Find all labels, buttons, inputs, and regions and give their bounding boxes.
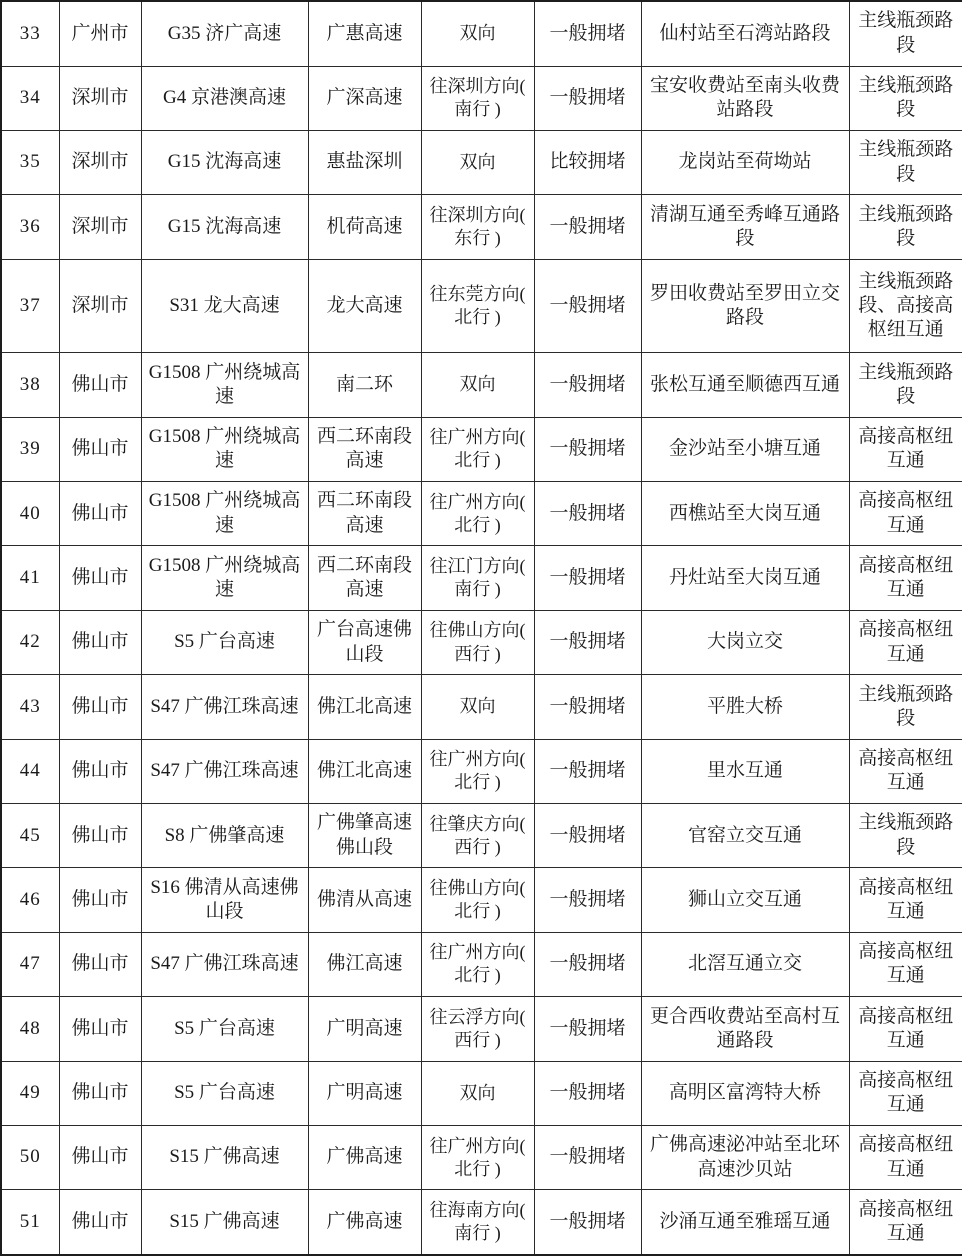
row-congestion-range: 官窑立交互通 [641,804,849,868]
row-congestion-type: 主线瓶颈路段 [849,353,962,417]
row-road: S31 龙大高速 [141,259,308,353]
row-congestion-type: 高接高枢纽互通 [849,482,962,546]
row-congestion-level: 一般拥堵 [534,1190,641,1255]
row-direction: 往广州方向( 北行 ) [421,1125,534,1189]
row-congestion-level: 比较拥堵 [534,130,641,194]
row-section: 西二环南段高速 [308,546,421,610]
row-congestion-level: 一般拥堵 [534,1061,641,1125]
row-index: 42 [1,610,59,674]
row-road: G1508 广州绕城高速 [141,482,308,546]
table-row [1,868,962,932]
row-index: 40 [1,482,59,546]
row-congestion-range: 仙村站至石湾站路段 [641,1,849,66]
row-section: 广佛肇高速佛山段 [308,804,421,868]
row-road: G4 京港澳高速 [141,66,308,130]
row-city: 佛山市 [59,932,141,996]
row-congestion-level: 一般拥堵 [534,675,641,739]
row-city: 深圳市 [59,66,141,130]
row-congestion-level: 一般拥堵 [534,804,641,868]
row-congestion-level: 一般拥堵 [534,195,641,259]
table-row [1,130,962,194]
row-index: 35 [1,130,59,194]
row-congestion-level: 一般拥堵 [534,417,641,481]
row-congestion-type: 高接高枢纽互通 [849,868,962,932]
row-section: 广明高速 [308,1061,421,1125]
row-city: 佛山市 [59,546,141,610]
row-congestion-range: 西樵站至大岗互通 [641,482,849,546]
row-congestion-level: 一般拥堵 [534,739,641,803]
table-row [1,259,962,353]
row-index: 36 [1,195,59,259]
row-section: 广台高速佛山段 [308,610,421,674]
row-section: 佛江北高速 [308,739,421,803]
row-congestion-type: 高接高枢纽互通 [849,1061,962,1125]
row-congestion-level: 一般拥堵 [534,546,641,610]
row-city: 佛山市 [59,739,141,803]
row-section: 西二环南段高速 [308,417,421,481]
row-index: 47 [1,932,59,996]
table-row [1,1,962,66]
table-row [1,195,962,259]
row-index: 39 [1,417,59,481]
row-congestion-range: 高明区富湾特大桥 [641,1061,849,1125]
row-city: 佛山市 [59,804,141,868]
row-congestion-type: 高接高枢纽互通 [849,997,962,1061]
row-road: G35 济广高速 [141,1,308,66]
row-congestion-type: 主线瓶颈路段 [849,804,962,868]
row-congestion-range: 里水互通 [641,739,849,803]
row-road: G15 沈海高速 [141,130,308,194]
row-index: 46 [1,868,59,932]
row-section: 广佛高速 [308,1190,421,1255]
row-congestion-type: 高接高枢纽互通 [849,546,962,610]
row-index: 41 [1,546,59,610]
table-row [1,417,962,481]
row-city: 佛山市 [59,353,141,417]
row-congestion-type: 高接高枢纽互通 [849,1190,962,1255]
row-road: S15 广佛高速 [141,1190,308,1255]
row-congestion-range: 平胜大桥 [641,675,849,739]
row-section: 佛清从高速 [308,868,421,932]
row-direction: 往江门方向( 南行 ) [421,546,534,610]
row-city: 佛山市 [59,1190,141,1255]
table-row [1,610,962,674]
row-congestion-level: 一般拥堵 [534,997,641,1061]
row-congestion-level: 一般拥堵 [534,1125,641,1189]
row-congestion-level: 一般拥堵 [534,868,641,932]
row-road: S47 广佛江珠高速 [141,675,308,739]
row-congestion-level: 一般拥堵 [534,932,641,996]
row-congestion-range: 北滘互通立交 [641,932,849,996]
row-direction: 往海南方向( 南行 ) [421,1190,534,1255]
row-section: 广惠高速 [308,1,421,66]
row-direction: 往广州方向( 北行 ) [421,932,534,996]
row-direction: 双向 [421,353,534,417]
row-road: S47 广佛江珠高速 [141,739,308,803]
row-congestion-range: 丹灶站至大岗互通 [641,546,849,610]
row-direction: 往广州方向( 北行 ) [421,739,534,803]
row-section: 西二环南段高速 [308,482,421,546]
table-body [1,1,962,1255]
row-city: 广州市 [59,1,141,66]
row-city: 佛山市 [59,675,141,739]
row-congestion-range: 狮山立交互通 [641,868,849,932]
row-index: 50 [1,1125,59,1189]
row-congestion-range: 广佛高速泌冲站至北环高速沙贝站 [641,1125,849,1189]
row-index: 37 [1,259,59,353]
row-congestion-type: 主线瓶颈路段、高接高枢纽互通 [849,259,962,353]
row-congestion-level: 一般拥堵 [534,610,641,674]
row-city: 佛山市 [59,1125,141,1189]
row-congestion-type: 高接高枢纽互通 [849,610,962,674]
row-congestion-range: 金沙站至小塘互通 [641,417,849,481]
row-congestion-type: 主线瓶颈路段 [849,1,962,66]
row-road: S47 广佛江珠高速 [141,932,308,996]
row-road: G15 沈海高速 [141,195,308,259]
row-direction: 双向 [421,1061,534,1125]
row-direction: 双向 [421,130,534,194]
row-congestion-range: 清湖互通至秀峰互通路段 [641,195,849,259]
row-city: 佛山市 [59,997,141,1061]
row-city: 佛山市 [59,482,141,546]
row-congestion-type: 高接高枢纽互通 [849,417,962,481]
row-congestion-range: 大岗立交 [641,610,849,674]
row-road: S8 广佛肇高速 [141,804,308,868]
row-section: 龙大高速 [308,259,421,353]
row-congestion-level: 一般拥堵 [534,353,641,417]
row-section: 南二环 [308,353,421,417]
row-congestion-type: 主线瓶颈路段 [849,66,962,130]
row-congestion-type: 高接高枢纽互通 [849,932,962,996]
row-congestion-type: 主线瓶颈路段 [849,675,962,739]
row-city: 深圳市 [59,130,141,194]
row-city: 佛山市 [59,610,141,674]
row-city: 佛山市 [59,417,141,481]
row-city: 深圳市 [59,195,141,259]
row-congestion-range: 沙涌互通至雅瑶互通 [641,1190,849,1255]
row-congestion-type: 主线瓶颈路段 [849,195,962,259]
row-index: 49 [1,1061,59,1125]
row-congestion-level: 一般拥堵 [534,66,641,130]
row-index: 48 [1,997,59,1061]
table-row [1,675,962,739]
row-congestion-range: 罗田收费站至罗田立交路段 [641,259,849,353]
row-city: 佛山市 [59,868,141,932]
row-index: 33 [1,1,59,66]
row-congestion-type: 高接高枢纽互通 [849,739,962,803]
row-direction: 双向 [421,1,534,66]
table-row [1,932,962,996]
row-city: 深圳市 [59,259,141,353]
row-direction: 往肇庆方向( 西行 ) [421,804,534,868]
table-row [1,482,962,546]
table-row [1,353,962,417]
row-direction: 往东莞方向( 北行 ) [421,259,534,353]
table-row [1,1190,962,1255]
row-section: 广佛高速 [308,1125,421,1189]
table-row [1,546,962,610]
row-section: 佛江高速 [308,932,421,996]
row-section: 广明高速 [308,997,421,1061]
row-section: 广深高速 [308,66,421,130]
table-row [1,1125,962,1189]
row-congestion-range: 更合西收费站至高村互通路段 [641,997,849,1061]
row-index: 38 [1,353,59,417]
row-road: S15 广佛高速 [141,1125,308,1189]
row-congestion-level: 一般拥堵 [534,482,641,546]
row-direction: 往广州方向( 北行 ) [421,417,534,481]
row-index: 51 [1,1190,59,1255]
row-direction: 双向 [421,675,534,739]
row-section: 机荷高速 [308,195,421,259]
row-congestion-range: 龙岗站至荷坳站 [641,130,849,194]
row-city: 佛山市 [59,1061,141,1125]
row-direction: 往深圳方向( 东行 ) [421,195,534,259]
row-index: 34 [1,66,59,130]
row-section: 佛江北高速 [308,675,421,739]
table-row [1,66,962,130]
row-congestion-type: 主线瓶颈路段 [849,130,962,194]
row-road: S16 佛清从高速佛山段 [141,868,308,932]
row-direction: 往云浮方向( 西行 ) [421,997,534,1061]
row-congestion-level: 一般拥堵 [534,259,641,353]
row-congestion-type: 高接高枢纽互通 [849,1125,962,1189]
row-road: G1508 广州绕城高速 [141,353,308,417]
table-row [1,997,962,1061]
row-congestion-range: 宝安收费站至南头收费站路段 [641,66,849,130]
table-row [1,739,962,803]
row-direction: 往广州方向( 北行 ) [421,482,534,546]
row-congestion-level: 一般拥堵 [534,1,641,66]
row-index: 43 [1,675,59,739]
row-direction: 往佛山方向( 北行 ) [421,868,534,932]
table-row [1,804,962,868]
row-road: S5 广台高速 [141,610,308,674]
row-section: 惠盐深圳 [308,130,421,194]
row-index: 45 [1,804,59,868]
table-row [1,1061,962,1125]
row-road: S5 广台高速 [141,1061,308,1125]
row-direction: 往深圳方向( 南行 ) [421,66,534,130]
row-road: S5 广台高速 [141,997,308,1061]
row-road: G1508 广州绕城高速 [141,417,308,481]
row-congestion-range: 张松互通至顺德西互通 [641,353,849,417]
row-index: 44 [1,739,59,803]
row-road: G1508 广州绕城高速 [141,546,308,610]
row-direction: 往佛山方向( 西行 ) [421,610,534,674]
